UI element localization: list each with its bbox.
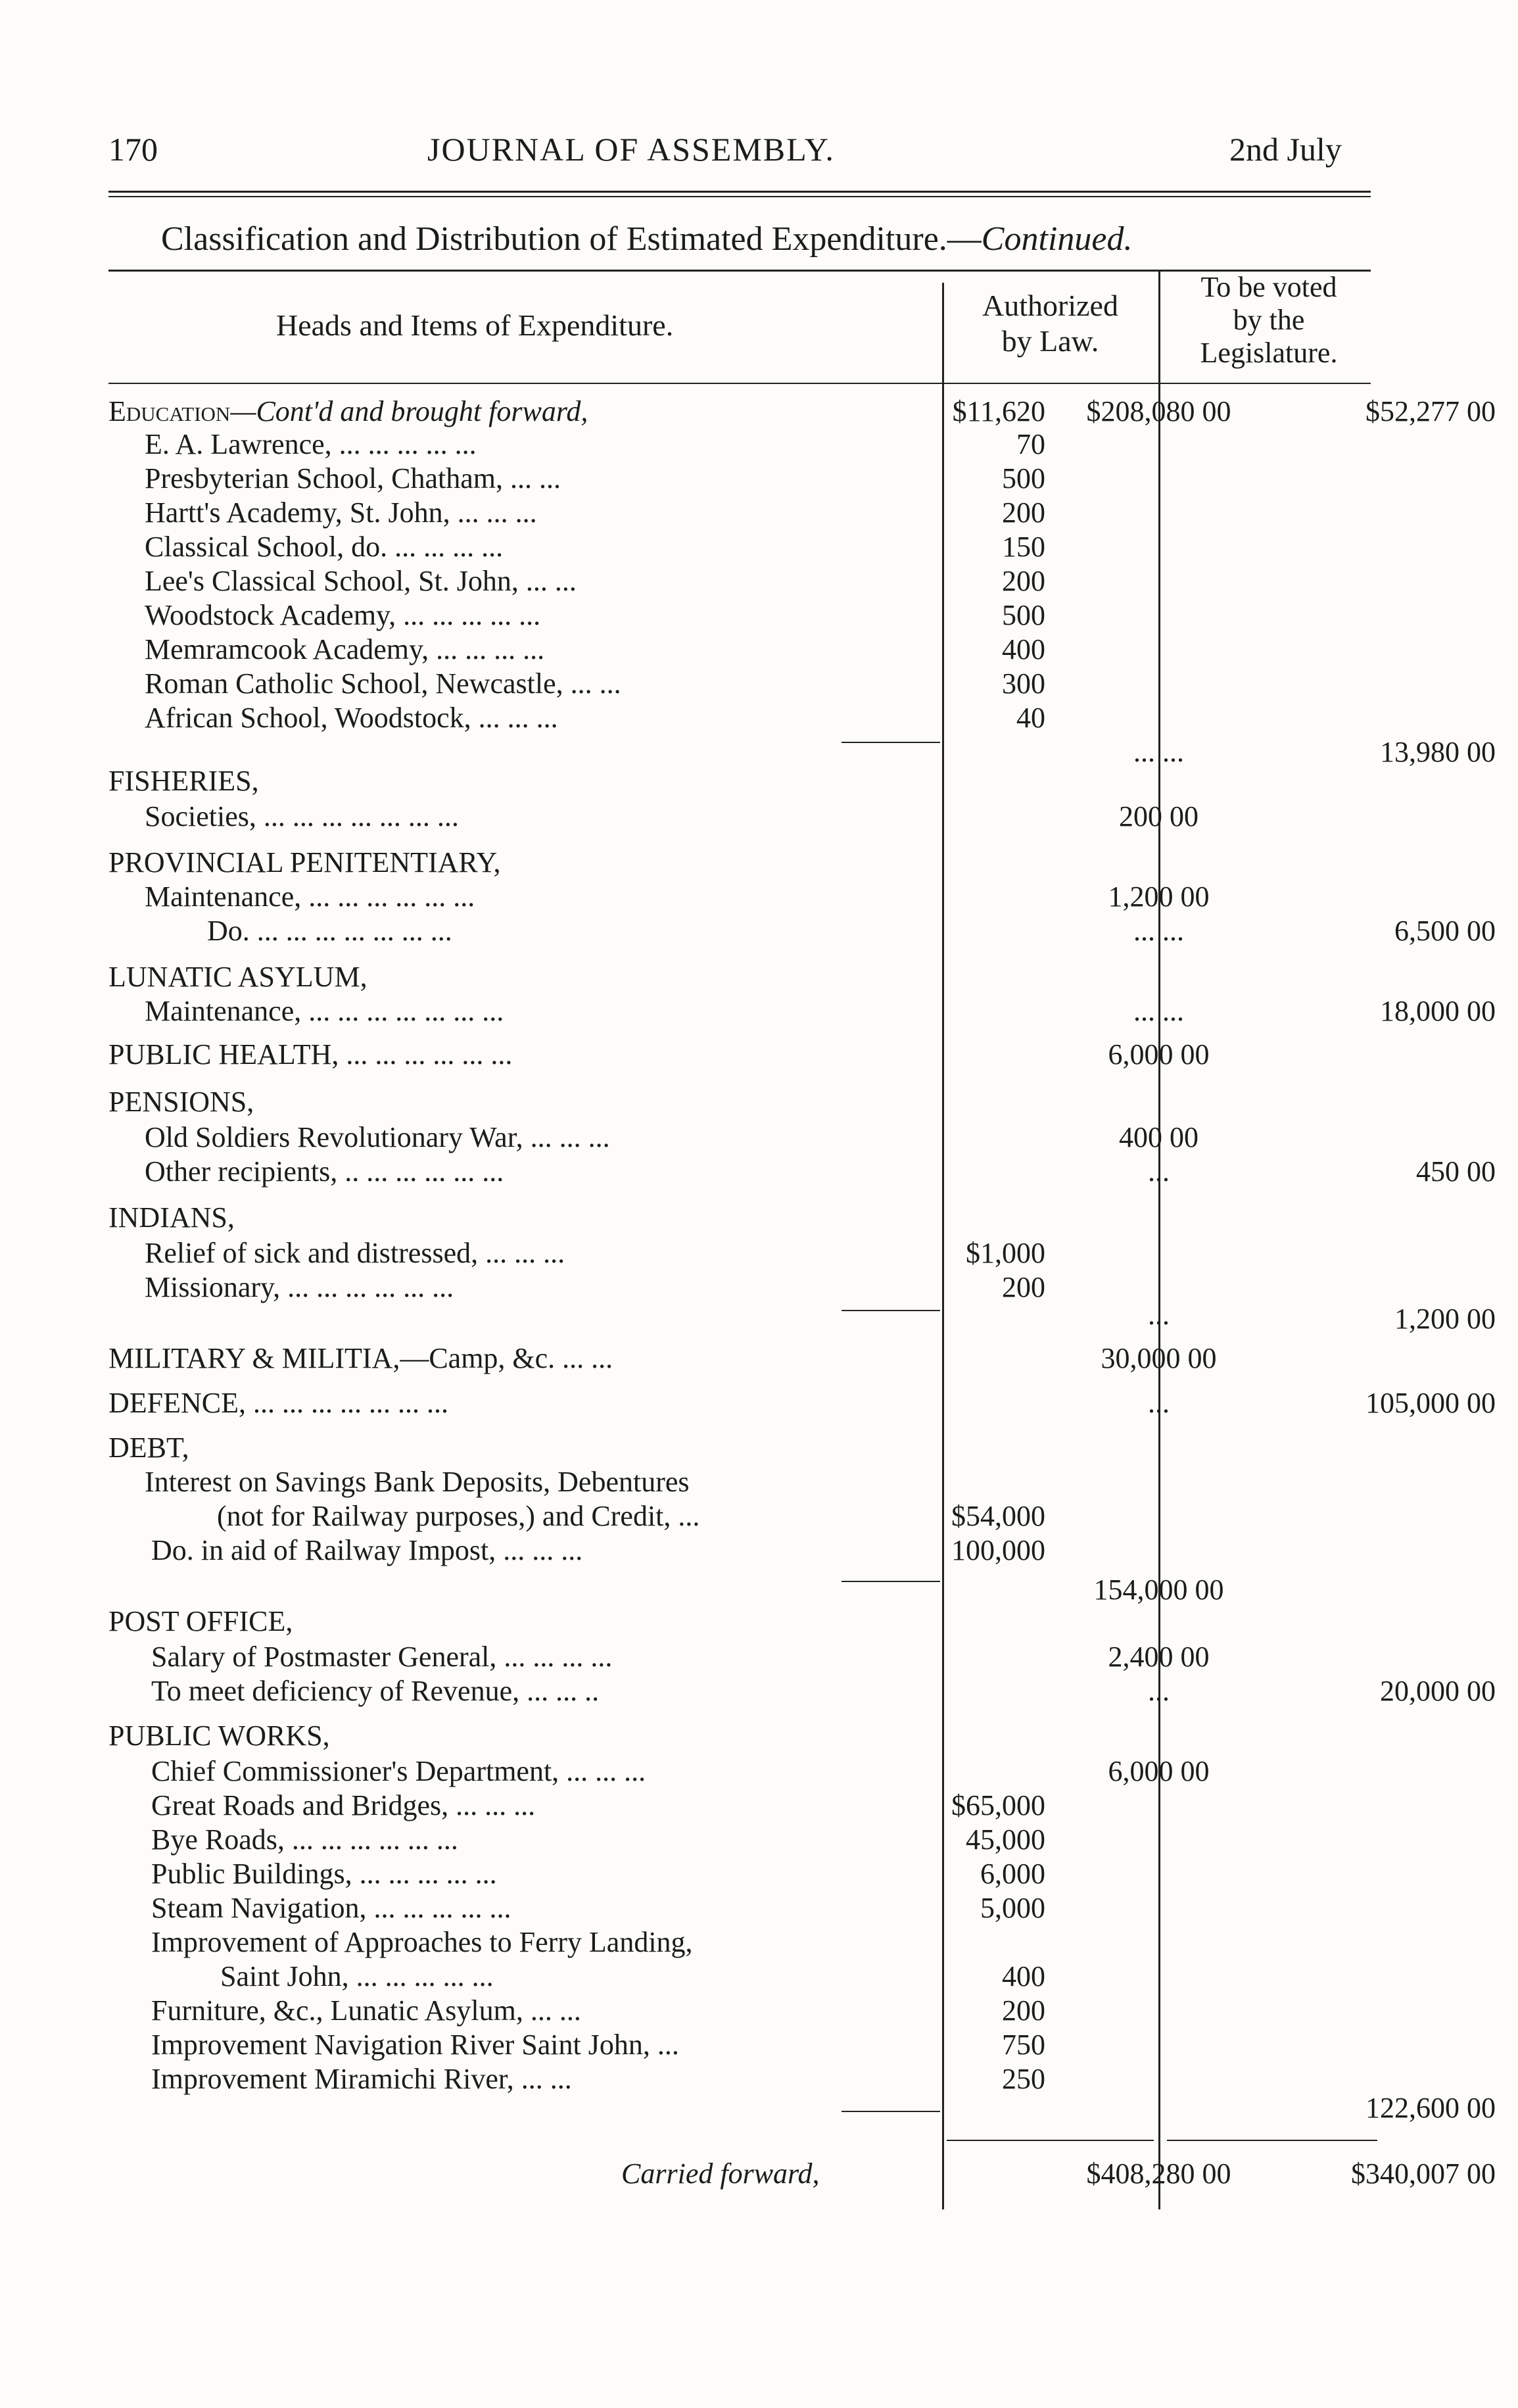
table-row [108, 1465, 1394, 1499]
row-label: Classical School, do. ... ... ... ... [145, 531, 504, 563]
total-rule-authorized [947, 2140, 1154, 2141]
table-row [108, 1038, 1394, 1072]
table-row [108, 395, 1496, 429]
row-authorized: ... ... [1133, 995, 1184, 1027]
header-rule-bottom [108, 196, 1371, 197]
row-label: To meet deficiency of Revenue, ... ... .. [151, 1675, 600, 1707]
section-heading: PROVINCIAL PENITENTIARY, [108, 846, 501, 879]
row-authorized: ... [1148, 1387, 1170, 1419]
row-voted: 105,000 00 [1365, 1387, 1496, 1419]
row-label: Roman Catholic School, Newcastle, ... ... [145, 667, 621, 700]
row-label: Improvement Miramichi River, ... ... [151, 2063, 572, 2095]
table-row [108, 994, 1496, 1028]
row-label: Saint John, ... ... ... ... ... [220, 1960, 494, 1992]
row-authorized: ... [1148, 1675, 1170, 1707]
table-row [108, 1533, 1394, 1568]
row-authorized: ... ... [1133, 915, 1184, 947]
row-label: Presbyterian School, Chatham, ... ... [145, 462, 561, 494]
row-label: Old Soldiers Revolutionary War, ... ... ... [145, 1121, 610, 1153]
table-row [108, 1499, 1394, 1533]
section-heading: DEFENCE, ... ... ... ... ... ... ... [108, 1387, 448, 1419]
row-subtotal: 45,000 [966, 1823, 1045, 1856]
carried-forward-row [108, 2157, 1496, 2191]
row-label: Chief Commissioner's Department, ... ... ... [151, 1755, 646, 1787]
row-label: Public Buildings, ... ... ... ... ... [151, 1858, 497, 1890]
page-number: 170 [108, 131, 158, 168]
row-subtotal: $54,000 [951, 1500, 1045, 1532]
table-row [108, 764, 1394, 798]
row-label-tail: —Cont'd and brought forward, [230, 395, 588, 427]
row-voted: $52,277 00 [1365, 395, 1496, 427]
row-label: Missionary, ... ... ... ... ... ... [145, 1271, 454, 1303]
voted-total: $340,007 00 [1351, 2157, 1496, 2190]
row-label: Steam Navigation, ... ... ... ... ... [151, 1892, 511, 1924]
row-subtotal: 6,000 [980, 1858, 1045, 1890]
row-authorized: 200 00 [1119, 800, 1198, 832]
table-row [108, 1573, 1394, 1607]
table-row [108, 800, 1394, 834]
section-heading: PUBLIC HEALTH, ... ... ... ... ... ... [108, 1038, 513, 1071]
row-authorized: 1,200 00 [1108, 880, 1210, 913]
row-subtotal: 100,000 [951, 1534, 1045, 1566]
row-subtotal: 200 [1002, 1994, 1045, 2027]
row-label: Interest on Savings Bank Deposits, Debentures [145, 1466, 690, 1498]
row-label: Memramcook Academy, ... ... ... ... [145, 633, 545, 665]
row-authorized: 6,000 00 [1108, 1038, 1210, 1071]
row-voted: 6,500 00 [1394, 915, 1496, 947]
row-label: Maintenance, ... ... ... ... ... ... ... [145, 995, 504, 1027]
table-row [108, 462, 1394, 496]
row-label: Lee's Classical School, St. John, ... ... [145, 565, 577, 597]
row-subtotal: 5,000 [980, 1892, 1045, 1924]
table-row [108, 598, 1394, 633]
authorized-line-1: Authorized [982, 289, 1118, 322]
table-row [108, 1719, 1394, 1753]
table-row [108, 846, 1394, 880]
table-row [108, 1155, 1496, 1189]
table-row [108, 564, 1394, 598]
table-row [108, 1823, 1394, 1857]
row-label: Maintenance, ... ... ... ... ... ... [145, 880, 475, 913]
row-subtotal: 500 [1002, 599, 1045, 631]
row-voted: 122,600 00 [1365, 2092, 1496, 2124]
running-title: JOURNAL OF ASSEMBLY. [427, 131, 835, 168]
row-authorized: 400 00 [1119, 1121, 1198, 1153]
table-row [108, 633, 1394, 667]
table-row [108, 1640, 1394, 1674]
total-rule-voted [1167, 2140, 1377, 2141]
table-row [108, 1299, 1496, 1336]
row-subtotal: 40 [1016, 702, 1045, 734]
row-label: Do. in aid of Railway Impost, ... ... ... [151, 1534, 583, 1566]
row-label: (not for Railway purposes,) and Credit, ... [217, 1500, 700, 1532]
row-subtotal: $11,620 [952, 395, 1045, 427]
row-label: Improvement Navigation River Saint John, ... [151, 2029, 679, 2061]
row-label: E. A. Lawrence, ... ... ... ... ... [145, 428, 477, 460]
table-row [108, 1674, 1496, 1708]
row-subtotal: 250 [1002, 2063, 1045, 2095]
row-label: Hartt's Academy, St. John, ... ... ... [145, 496, 537, 529]
row-subtotal: 200 [1002, 565, 1045, 597]
row-label: Societies, ... ... ... ... ... ... ... [145, 800, 459, 832]
table-row [108, 1341, 1394, 1376]
table-row [108, 880, 1394, 914]
table-row [108, 701, 1394, 735]
row-subtotal: $65,000 [951, 1789, 1045, 1821]
voted-line-2: by the [1233, 304, 1305, 336]
row-voted: 13,980 00 [1380, 736, 1496, 768]
row-voted: 450 00 [1416, 1155, 1496, 1188]
row-label: African School, Woodstock, ... ... ... [145, 702, 558, 734]
column-header-heads: Heads and Items of Expenditure. [276, 308, 674, 342]
row-authorized: ... ... [1133, 736, 1184, 768]
row-label: Improvement of Approaches to Ferry Landing, [151, 1926, 693, 1958]
table-row [108, 1891, 1394, 1925]
table-row [108, 914, 1496, 948]
row-label: Relief of sick and distressed, ... ... ... [145, 1237, 565, 1269]
table-row [108, 427, 1394, 462]
table-row [108, 1120, 1394, 1155]
authorized-total: $408,280 00 [1086, 2157, 1231, 2190]
row-subtotal: 200 [1002, 1271, 1045, 1303]
row-authorized: 154,000 00 [1093, 1574, 1224, 1606]
row-label: Furniture, &c., Lunatic Asylum, ... ... [151, 1994, 581, 2027]
table-row [108, 1960, 1394, 1994]
table-row [108, 1386, 1496, 1420]
column-header-voted [1164, 271, 1374, 370]
row-subtotal: 200 [1002, 496, 1045, 529]
section-heading: POST OFFICE, [108, 1605, 293, 1637]
table-row [108, 1857, 1394, 1891]
section-heading: FISHERIES, [108, 765, 259, 797]
row-label: Other recipients, .. ... ... ... ... ... [145, 1155, 504, 1188]
table-row [108, 1236, 1394, 1270]
row-authorized: ... [1148, 1299, 1170, 1331]
row-label: Great Roads and Bridges, ... ... ... [151, 1789, 536, 1821]
row-subtotal: 400 [1002, 633, 1045, 665]
header-rule-top [108, 191, 1371, 193]
table-row [108, 1085, 1394, 1119]
row-authorized: $208,080 00 [1086, 395, 1231, 427]
table-row [108, 1604, 1394, 1639]
row-subtotal: 70 [1016, 428, 1045, 460]
row-label: Woodstock Academy, ... ... ... ... ... [145, 599, 541, 631]
table-title-continued: Continued. [981, 220, 1133, 258]
section-heading: DEBT, [108, 1432, 189, 1464]
row-subtotal: $1,000 [966, 1237, 1045, 1269]
table-row [108, 1201, 1394, 1235]
section-heading: PENSIONS, [108, 1086, 254, 1118]
row-voted: 20,000 00 [1380, 1675, 1496, 1707]
authorized-line-2: by Law. [1001, 324, 1099, 358]
section-heading: LUNATIC ASYLUM, [108, 961, 368, 993]
table-row [108, 2028, 1394, 2062]
table-row [108, 2091, 1496, 2125]
row-voted: 1,200 00 [1394, 1303, 1496, 1335]
voted-line-1: To be voted [1200, 271, 1337, 303]
row-voted: 18,000 00 [1380, 995, 1496, 1027]
table-title-main: Classification and Distribution of Estimated Expenditure.— [161, 220, 982, 258]
table-row [108, 496, 1394, 530]
section-heading: PUBLIC WORKS, [108, 1720, 330, 1752]
table-row [108, 960, 1394, 994]
column-header-rule [108, 383, 1371, 384]
table-row [108, 667, 1394, 701]
table-row [108, 1754, 1394, 1789]
row-authorized: ... [1148, 1155, 1170, 1188]
row-subtotal: 500 [1002, 462, 1045, 494]
row-label-head: Education [108, 395, 231, 427]
table-row [108, 1789, 1394, 1823]
page-date: 2nd July [1229, 131, 1342, 168]
table-row [108, 1994, 1394, 2028]
row-label: Do. ... ... ... ... ... ... ... [207, 915, 452, 947]
carried-forward-label: Carried forward, [621, 2157, 820, 2190]
row-authorized: 2,400 00 [1108, 1641, 1210, 1673]
row-label: Salary of Postmaster General, ... ... ... ... [151, 1641, 613, 1673]
column-header-authorized [947, 288, 1154, 359]
row-subtotal: 300 [1002, 667, 1045, 700]
row-subtotal: 750 [1002, 2029, 1045, 2061]
table-row [108, 1431, 1394, 1465]
row-subtotal: 400 [1002, 1960, 1045, 1992]
table-title [161, 220, 1132, 258]
row-subtotal: 150 [1002, 531, 1045, 563]
section-heading: INDIANS, [108, 1201, 235, 1234]
section-heading: MILITARY & MILITIA,—Camp, &c. ... ... [108, 1342, 613, 1374]
row-authorized: 6,000 00 [1108, 1755, 1210, 1787]
table-row [108, 530, 1394, 564]
row-authorized: 30,000 00 [1101, 1342, 1217, 1374]
row-label: Bye Roads, ... ... ... ... ... ... [151, 1823, 458, 1856]
voted-line-3: Legislature. [1200, 337, 1338, 369]
table-row [108, 1925, 1394, 1960]
